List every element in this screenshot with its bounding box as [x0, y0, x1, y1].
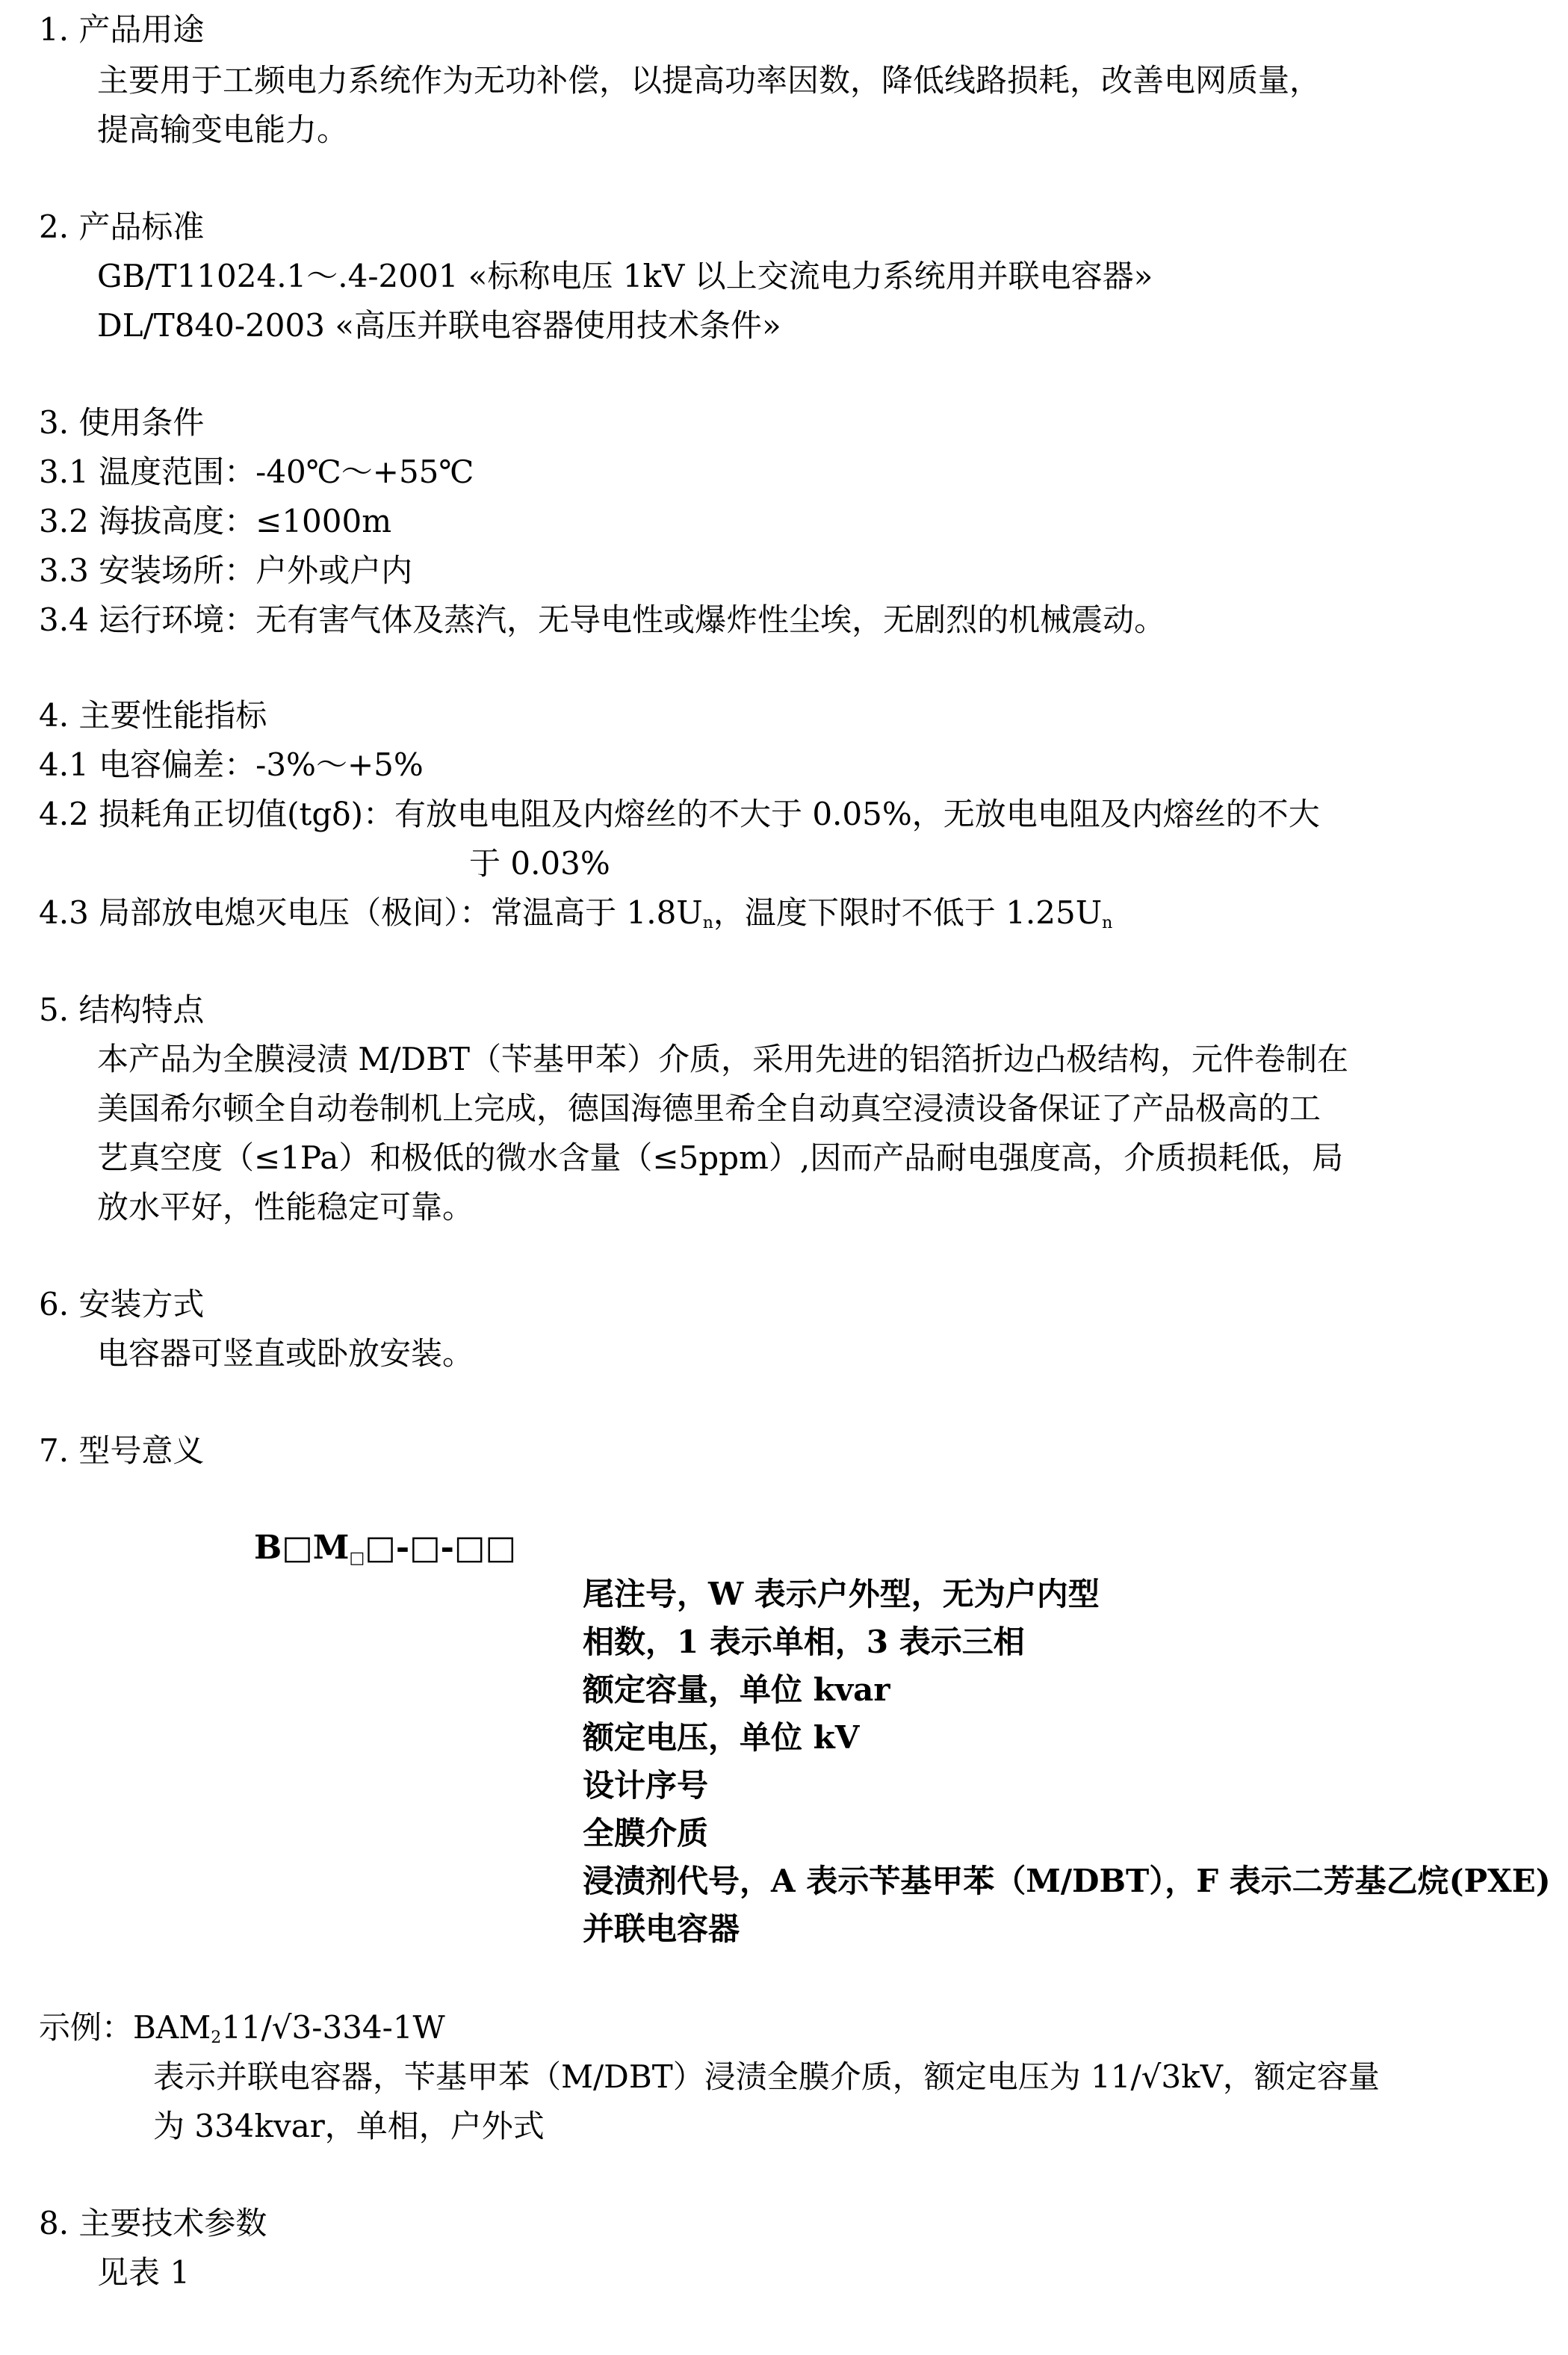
example-model-text: 示例：BAM [39, 2009, 211, 2046]
model-meaning: 尾注号，W 表示户外型，无为户内型 [583, 1576, 1100, 1612]
standard-gb: GB/T11024.1～.4-2001 «标称电压 1kV 以上交流电力系统用并联电容器» [97, 258, 1153, 294]
section-7-heading: 7. 型号意义 [39, 1432, 205, 1469]
condition-item: 3.1 温度范围：-40℃～+55℃ [39, 454, 474, 490]
performance-item: 4.1 电容偏差：-3%～+5% [39, 746, 424, 783]
section-1-heading: 1. 产品用途 [39, 11, 205, 48]
example-model-text: 11/√3-334-1W [221, 2009, 445, 2046]
example-description: 表示并联电容器，苄基甲苯（M/DBT）浸渍全膜介质，额定电压为 11/√3kV，额定容量 [153, 2058, 1380, 2095]
section-8-heading: 8. 主要技术参数 [39, 2205, 267, 2241]
section-3-heading: 3. 使用条件 [39, 404, 205, 441]
section-6-body: 电容器可竖直或卧放安装。 [97, 1335, 474, 1372]
section-4-heading: 4. 主要性能指标 [39, 697, 267, 734]
model-code-prefix: B□M [254, 1529, 350, 1567]
structure-line: 艺真空度（≤1Pa）和极低的微水含量（≤5ppm）,因而产品耐电强度高，介质损耗低，局 [97, 1139, 1344, 1176]
condition-item: 3.4 运行环境：无有害气体及蒸汽，无导电性或爆炸性尘埃，无剧烈的机械震动。 [39, 601, 1166, 638]
subscript: □ [349, 1548, 365, 1568]
subscript: n [702, 914, 713, 932]
model-code [254, 1529, 516, 1577]
subscript: 2 [211, 2028, 222, 2047]
model-meaning: 浸渍剂代号，A 表示苄基甲苯（M/DBT），F 表示二芳基乙烷(PXE) [583, 1863, 1551, 1899]
section-5-heading: 5. 结构特点 [39, 991, 205, 1028]
section-1-body-line: 主要用于工频电力系统作为无功补偿，以提高功率因数，降低线路损耗，改善电网质量， [97, 62, 1321, 99]
section-1-body-line: 提高输变电能力。 [97, 111, 349, 148]
example-description: 为 334kvar，单相，户外式 [153, 2108, 545, 2144]
section-6-heading: 6. 安装方式 [39, 1286, 205, 1322]
structure-line: 美国希尔顿全自动卷制机上完成，德国海德里希全自动真空浸渍设备保证了产品极高的工 [97, 1090, 1321, 1127]
model-meaning: 设计序号 [583, 1767, 709, 1804]
model-meaning: 并联电容器 [583, 1910, 740, 1947]
model-meaning: 额定电压，单位 kV [583, 1719, 860, 1756]
condition-item: 3.2 海拔高度：≤1000m [39, 503, 392, 539]
model-meaning: 全膜介质 [583, 1815, 709, 1851]
subscript: n [1102, 914, 1113, 932]
standard-dl: DL/T840-2003 «高压并联电容器使用技术条件» [97, 307, 781, 344]
pd-voltage-text: 4.3 局部放电熄灭电压（极间）：常温高于 1.8U [39, 894, 703, 931]
condition-item: 3.3 安装场所：户外或户内 [39, 552, 413, 589]
pd-voltage-text: ，温度下限时不低于 1.25U [713, 894, 1103, 931]
structure-line: 放水平好，性能稳定可靠。 [97, 1189, 474, 1225]
performance-item: 4.2 损耗角正切值(tgδ)：有放电电阻及内熔丝的不大于 0.05%，无放电电阻及内熔丝的不大 [39, 796, 1320, 832]
table-reference: 见表 1 [97, 2254, 190, 2291]
performance-item-continuation: 于 0.03% [469, 845, 610, 882]
section-2-heading: 2. 产品标准 [39, 208, 205, 245]
example-label [39, 2008, 445, 2058]
structure-line: 本产品为全膜浸渍 M/DBT（苄基甲苯）介质，采用先进的铝箔折边凸极结构，元件卷制在 [97, 1041, 1349, 1077]
performance-item [39, 894, 1112, 943]
model-meaning: 相数，1 表示单相，3 表示三相 [583, 1624, 1025, 1660]
model-code-suffix: □-□-□□ [365, 1529, 517, 1567]
model-meaning: 额定容量，单位 kvar [583, 1671, 890, 1708]
